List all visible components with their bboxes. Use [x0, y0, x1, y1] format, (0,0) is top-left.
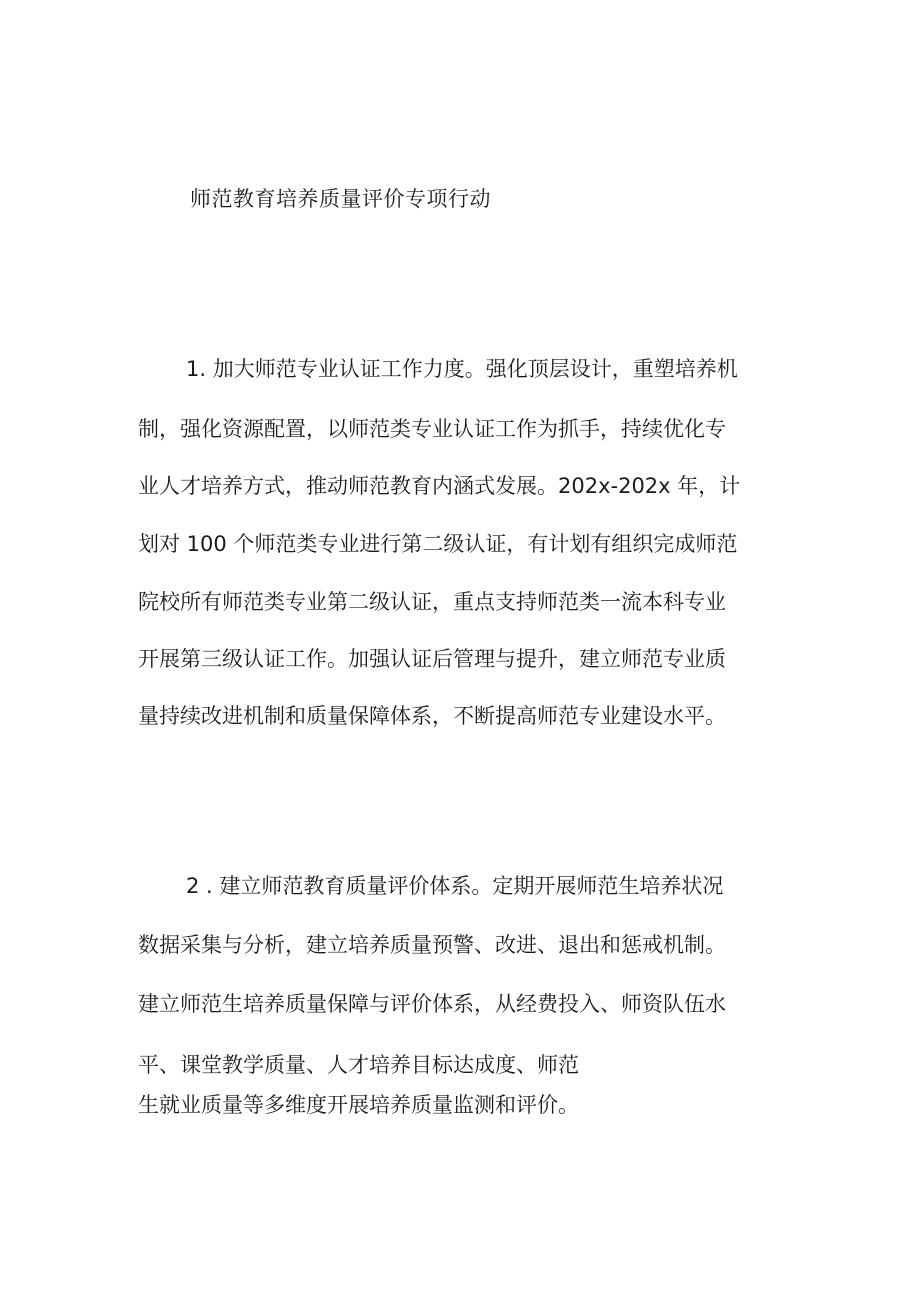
section2-line-1: 2 . 建立师范教育质量评价体系。定期开展师范生培养状况 [186, 874, 724, 898]
section2-line-5: 生就业质量等多维度开展培养质量监测和评价。 [138, 1093, 579, 1117]
section1-line-7: 量持续改进机制和质量保障体系，不断提高师范专业建设水平。 [138, 704, 726, 728]
section2-line-3: 建立师范生培养质量保障与评价体系，从经费投入、师资队伍水 [138, 992, 726, 1016]
section1-line-3: 业人才培养方式，推动师范教育内涵式发展。202x-202x 年，计 [138, 474, 741, 498]
section2-line-4: 平、课堂教学质量、人才培养目标达成度、师范 [138, 1053, 579, 1077]
document-title: 师范教育培养质量评价专项行动 [190, 187, 491, 211]
section2-line-2: 数据采集与分析，建立培养质量预警、改进、退出和惩戒机制。 [138, 933, 726, 957]
section1-line-5: 院校所有师范类专业第二级认证，重点支持师范类一流本科专业 [138, 590, 726, 614]
section1-line-1: 1. 加大师范专业认证工作力度。强化顶层设计，重塑培养机 [186, 357, 738, 381]
section1-line-2: 制，强化资源配置，以师范类专业认证工作为抓手，持续优化专 [138, 417, 726, 441]
section1-line-4: 划对 100 个师范类专业进行第二级认证，有计划有组织完成师范 [138, 532, 738, 556]
section1-line-6: 开展第三级认证工作。加强认证后管理与提升，建立师范专业质 [138, 647, 726, 671]
